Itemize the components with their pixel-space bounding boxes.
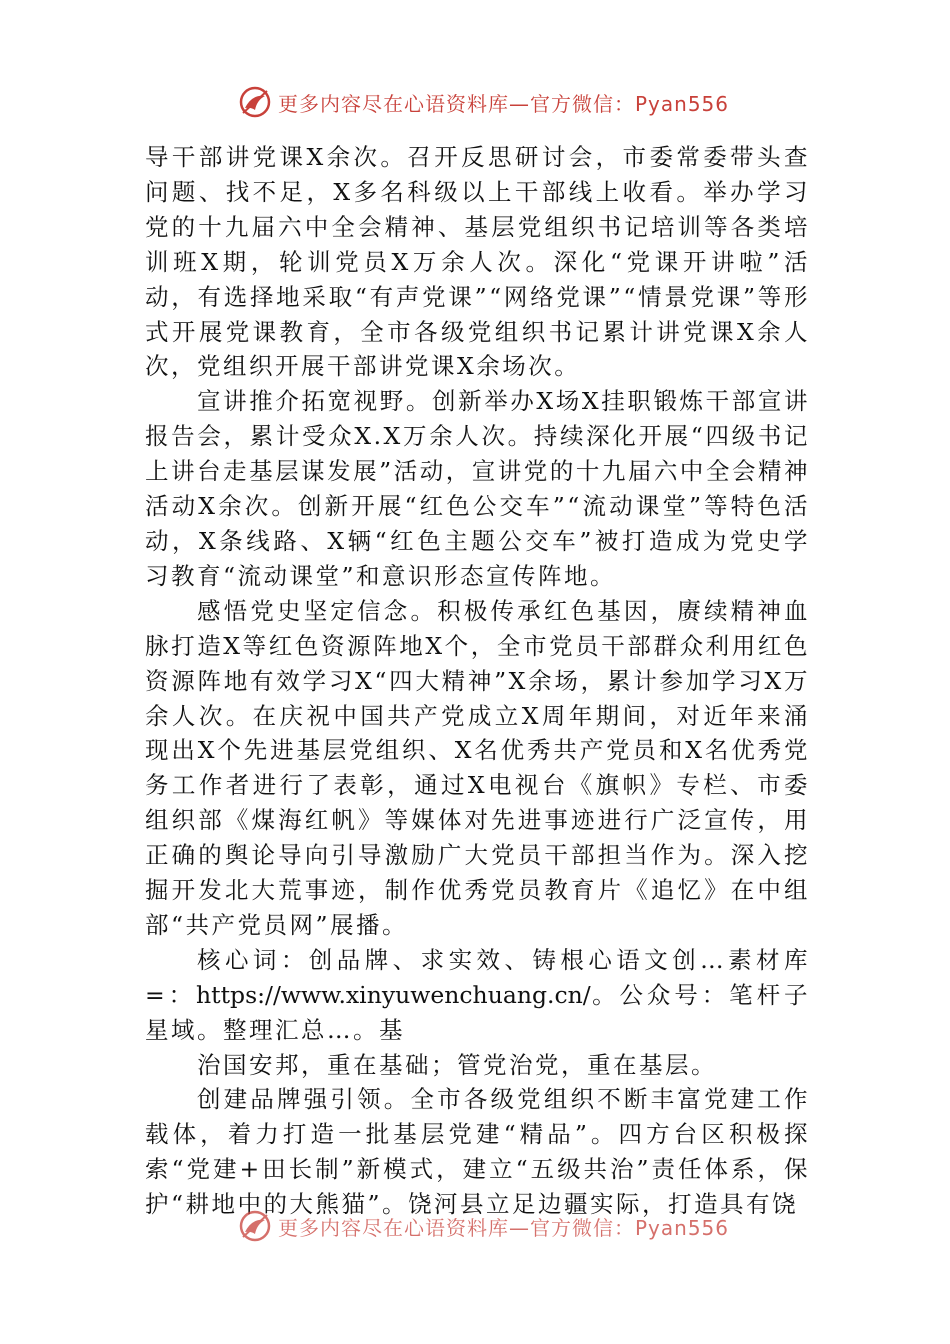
watermark-logo-icon	[238, 85, 272, 119]
paragraph: 宣讲推介拓宽视野。创新举办X场X挂职锻炼干部宣讲报告会，累计受众X.X万余人次。持续深化开展“四级书记上讲台走基层谋发展”活动，宣讲党的十九届六中全会精神活动X余次。创新开展“红色公交车”“流动课堂”等特色活动，X条线路、X辆“红色主题公交车”被打造成为党史学习教育“流动课堂”和意识形态宣传阵地。	[145, 387, 810, 590]
header-watermark	[238, 84, 729, 120]
watermark-logo-icon	[238, 1209, 272, 1243]
core-words-suffix: 。公众号：笔杆子星域。整理汇总…。基	[145, 980, 810, 1044]
paragraph: 感悟党史坚定信念。积极传承红色基因，赓续精神血脉打造X等红色资源阵地X个，全市党员干部群众利用红色资源阵地有效学习X“四大精神”X余场，累计参加学习X万余人次。在庆祝中国共产党成立X周年期间，对近年来涌现出X个先进基层党组织、X名优秀共产党员和X名优秀党务工作者进行了表彰，通过X电视台《旗帜》专栏、市委组织部《煤海红帆》等媒体对先进事迹进行广泛宣传，用正确的舆论导向引导激励广大党员干部担当作为。深入挖掘开发北大荒事迹，制作优秀党员教育片《追忆》在中组部“共产党员网”展播。	[145, 596, 810, 939]
footer-watermark	[238, 1208, 729, 1244]
document-body	[145, 140, 810, 1222]
core-words-prefix: 核心词：创品牌、求实效、铸根心语文创…素材库=：	[145, 945, 810, 1009]
core-words-paragraph	[145, 943, 810, 1048]
paragraph: 导干部讲党课X余次。召开反思研讨会，市委常委带头查问题、找不足，X多名科级以上干部线上收看。举办学习党的十九届六中全会精神、基层党组织书记培训等各类培训班X期，轮训党员X万余人次。深化“党课开讲啦”活动，有选择地采取“有声党课”“网络党课”“情景党课”等形式开展党课教育，全市各级党组织书记累计讲党课X余人次，党组织开展干部讲党课X余场次。	[145, 143, 810, 381]
website-link[interactable]: https://www.xinyuwenchuang.cn/	[196, 980, 591, 1009]
paragraph: 治国安邦，重在基础；管党治党，重在基层。	[197, 1050, 717, 1079]
watermark-text: 更多内容尽在心语资料库—官方微信：Pyan556	[278, 91, 730, 116]
paragraph: 创建品牌强引领。全市各级党组织不断丰富党建工作载体，着力打造一批基层党建“精品”。四方台区积极探索“党建+田长制”新模式，建立“五级共治”责任体系，保护“耕地中的大熊猫”。饶河县立足边疆实际，打造具有饶	[145, 1085, 810, 1219]
watermark-text: 更多内容尽在心语资料库—官方微信：Pyan556	[278, 1215, 730, 1240]
